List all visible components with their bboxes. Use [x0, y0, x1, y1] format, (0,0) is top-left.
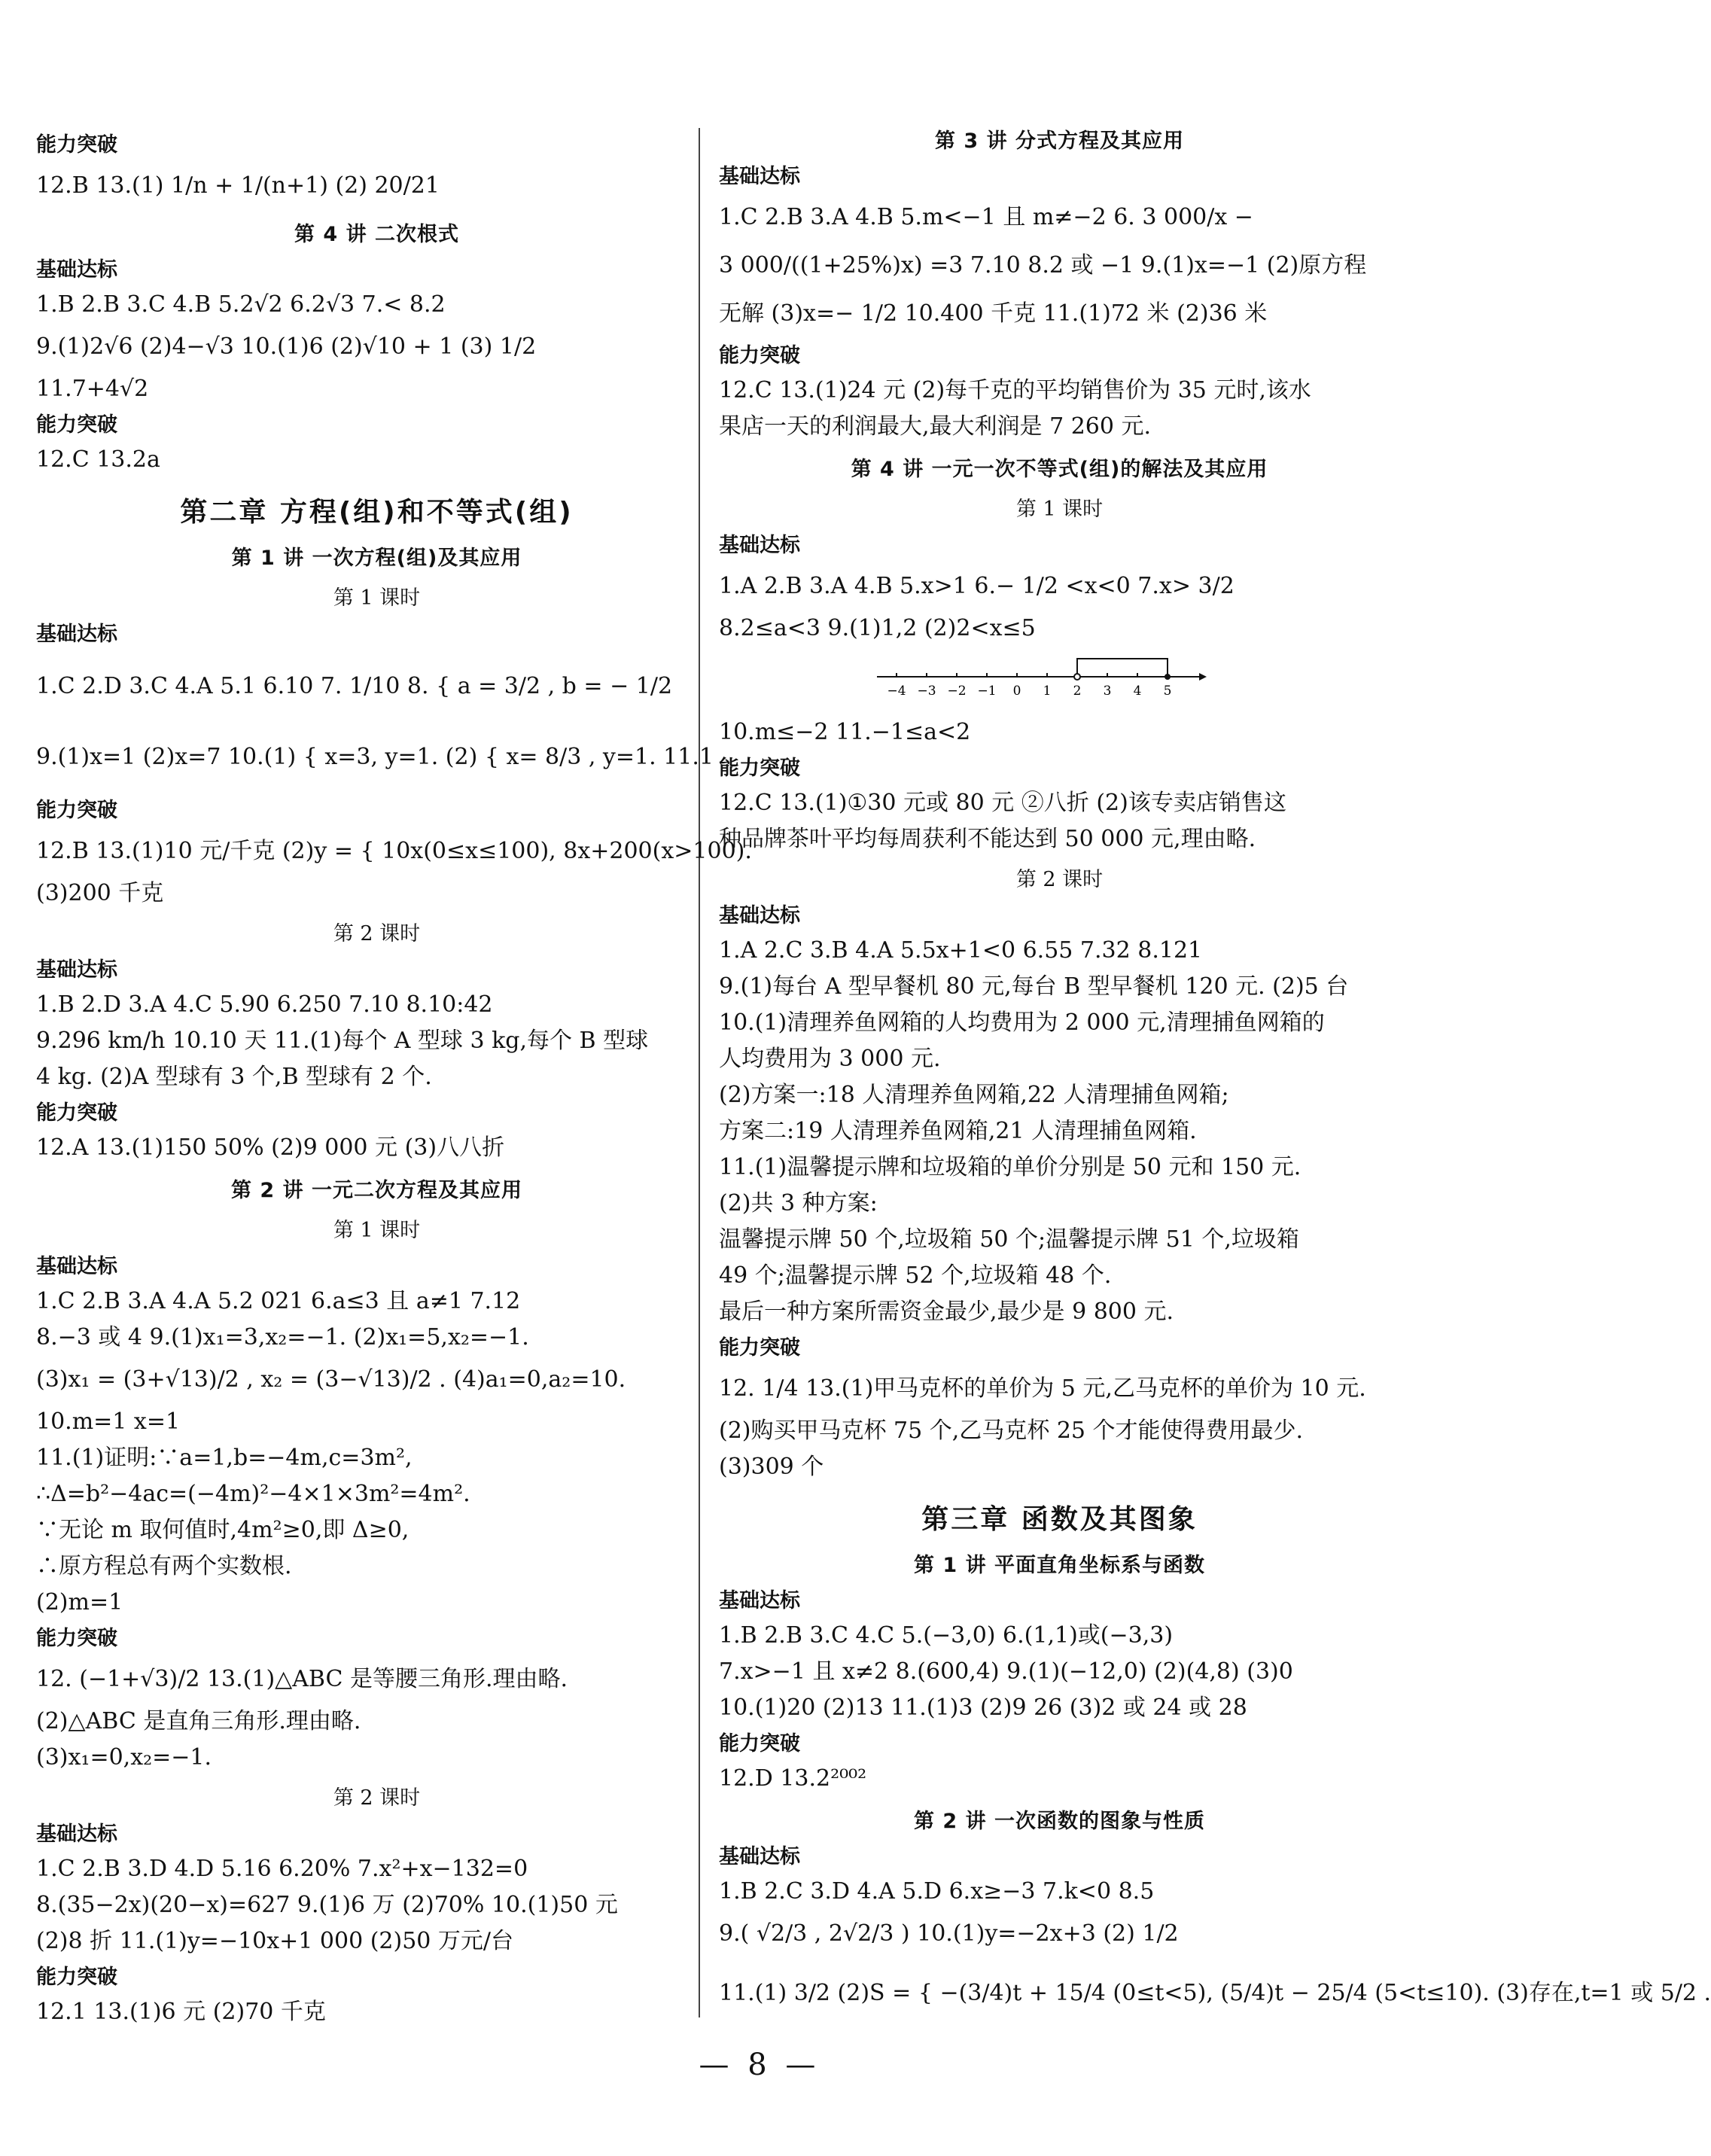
page-number: — 8 — [699, 2048, 820, 2082]
answer-line: 8.2≤a<3 9.(1)1,2 (2)2<x≤5 [719, 615, 1036, 641]
number-line-tick-label: −3 [917, 684, 936, 699]
answer-line: 9.296 km/h 10.10 天 11.(1)每个 A 型球 3 kg,每个 B 型球 [36, 1028, 649, 1054]
answer-line: 12. 1/4 13.(1)甲马克杯的单价为 5 元,乙马克杯的单价为 10 元. [719, 1375, 1366, 1402]
class-period: 第 2 课时 [333, 922, 421, 946]
number-line-tick-label: 3 [1103, 684, 1112, 699]
section-heading: 能力突破 [36, 1966, 117, 1989]
answer-line: 1.A 2.B 3.A 4.B 5.x>1 6.− 1/2 <x<0 7.x> 3/2 [719, 573, 1235, 599]
answer-line: 12.A 13.(1)150 50% (2)9 000 元 (3)八八折 [36, 1134, 505, 1161]
answer-line: 方案二:19 人清理养鱼网箱,21 人清理捕鱼网箱. [719, 1118, 1197, 1144]
answer-line: 11.(1)证明:∵a=1,b=−4m,c=3m², [36, 1445, 413, 1471]
answer-line: (2)方案一:18 人清理养鱼网箱,22 人清理捕鱼网箱; [719, 1082, 1229, 1108]
number-line-tick-label: 2 [1073, 684, 1082, 699]
answer-line: (3)200 千克 [36, 880, 164, 906]
answer-line: 3 000/((1+25%)x) =3 7.10 8.2 或 −1 9.(1)x=−1 (2)原方程 [719, 252, 1367, 279]
section-heading: 基础达标 [36, 258, 117, 282]
answer-line: 12.B 13.(1) 1/n + 1/(n+1) (2) 20/21 [36, 172, 440, 199]
class-period: 第 2 课时 [1015, 868, 1104, 891]
lecture-title: 第 1 讲 一次方程(组)及其应用 [231, 547, 522, 570]
section-heading: 能力突破 [719, 1732, 800, 1756]
section-heading: 基础达标 [719, 1589, 800, 1612]
section-heading: 能力突破 [36, 1101, 117, 1125]
number-line-tick-label: 5 [1163, 684, 1172, 699]
answer-line: 1.B 2.C 3.D 4.A 5.D 6.x≥−3 7.k<0 8.5 [719, 1878, 1155, 1905]
section-heading: 基础达标 [36, 623, 117, 646]
number-line-arrow [1199, 673, 1207, 681]
answer-line: (2)购买甲马克杯 75 个,乙马克杯 25 个才能使得费用最少. [719, 1418, 1304, 1444]
section-heading: 能力突破 [36, 1627, 117, 1650]
answer-line: 11.7+4√2 [36, 376, 149, 402]
number-line-tick-label: 1 [1043, 684, 1052, 699]
lecture-title: 第 2 讲 一次函数的图象与性质 [914, 1810, 1205, 1833]
answer-line: (2)共 3 种方案: [719, 1190, 878, 1217]
answer-line: 10.(1)清理养鱼网箱的人均费用为 2 000 元,清理捕鱼网箱的 [719, 1009, 1325, 1036]
right-column [719, 124, 1711, 2032]
answer-line: (2)m=1 [36, 1589, 123, 1615]
answer-line: 果店一天的利润最大,最大利润是 7 260 元. [719, 413, 1152, 440]
section-heading: 能力突破 [36, 413, 117, 437]
answer-line: 最后一种方案所需资金最少,最少是 9 800 元. [719, 1299, 1174, 1325]
answer-line: 10.m=1 x=1 [36, 1408, 181, 1435]
lecture-title: 第 4 讲 一元一次不等式(组)的解法及其应用 [851, 458, 1268, 481]
number-line-tick-label: −1 [977, 684, 997, 699]
answer-line: (3)309 个 [719, 1454, 824, 1480]
answer-line: 1.C 2.B 3.D 4.D 5.16 6.20% 7.x²+x−132=0 [36, 1856, 528, 1882]
answer-line: 无解 (3)x=− 1/2 10.400 千克 11.(1)72 米 (2)36 米 [719, 300, 1268, 327]
answer-line: 10.(1)20 (2)13 11.(1)3 (2)9 26 (3)2 或 24 或 28 [719, 1695, 1247, 1721]
class-period: 第 1 课时 [1015, 498, 1104, 521]
answer-line: 9.(1)每台 A 型早餐机 80 元,每台 B 型早餐机 120 元. (2)5 台 [719, 973, 1349, 1000]
answer-line: ∴原方程总有两个实数根. [36, 1553, 292, 1579]
chapter-title: 第二章 方程(组)和不等式(组) [180, 497, 574, 528]
section-heading: 基础达标 [719, 534, 800, 557]
answer-line: 7.x>−1 且 x≠2 8.(600,4) 9.(1)(−12,0) (2)(4,8) (3)0 [719, 1658, 1293, 1685]
answer-line: ∴Δ=b²−4ac=(−4m)²−4×1×3m²=4m². [36, 1481, 470, 1507]
answer-line: 1.C 2.B 3.A 4.B 5.m<−1 且 m≠−2 6. 3 000/x − [719, 204, 1253, 230]
answer-line: 1.A 2.C 3.B 4.A 5.5x+1<0 6.55 7.32 8.121 [719, 937, 1203, 964]
section-heading: 基础达标 [36, 958, 117, 982]
answer-line: 9.(1)2√6 (2)4−√3 10.(1)6 (2)√10 + 1 (3) 1/2 [36, 333, 537, 360]
answer-line: 1.B 2.B 3.C 4.B 5.2√2 6.2√3 7.< 8.2 [36, 291, 446, 318]
answer-line: 1.C 2.B 3.A 4.A 5.2 021 6.a≤3 且 a≠1 7.12 [36, 1288, 521, 1314]
section-heading: 能力突破 [719, 757, 800, 780]
answer-line: 12.C 13.(1)24 元 (2)每千克的平均销售价为 35 元时,该水 [719, 377, 1311, 403]
answer-line: 8.(35−2x)(20−x)=627 9.(1)6 万 (2)70% 10.(1)50 元 [36, 1892, 618, 1918]
answer-line: 人均费用为 3 000 元. [719, 1046, 941, 1072]
number-line-tick-label: −2 [947, 684, 967, 699]
answer-line: 10.m≤−2 11.−1≤a<2 [719, 719, 971, 745]
answer-line: 12.1 13.(1)6 元 (2)70 千克 [36, 1999, 326, 2025]
closed-endpoint [1165, 674, 1171, 680]
open-endpoint [1074, 674, 1080, 680]
answer-line: 9.( √2/3 , 2√2/3 ) 10.(1)y=−2x+3 (2) 1/2 [719, 1920, 1179, 1947]
answer-line: 12.B 13.(1)10 元/千克 (2)y = { 10x(0≤x≤100), 8x+200(x>100). [36, 838, 752, 864]
answer-line: (2)8 折 11.(1)y=−10x+1 000 (2)50 万元/台 [36, 1928, 514, 1954]
left-column [36, 124, 752, 2033]
answer-line: 12. (−1+√3)/2 13.(1)△ABC 是等腰三角形.理由略. [36, 1666, 568, 1692]
answer-line: 温馨提示牌 50 个,垃圾箱 50 个;温馨提示牌 51 个,垃圾箱 [719, 1226, 1299, 1253]
class-period: 第 1 课时 [333, 586, 421, 610]
section-heading: 基础达标 [719, 1845, 800, 1868]
number-line-tick-label: −4 [887, 684, 906, 699]
class-period: 第 1 课时 [333, 1219, 421, 1242]
section-heading: 基础达标 [36, 1823, 117, 1846]
answer-line: (2)△ABC 是直角三角形.理由略. [36, 1708, 361, 1734]
answer-line: 1.C 2.D 3.C 4.A 5.1 6.10 7. 1/10 8. { a = 3/2 , b = − 1/2 [36, 673, 673, 699]
section-heading: 基础达标 [36, 1255, 117, 1278]
chapter-title: 第三章 函数及其图象 [921, 1504, 1198, 1535]
answer-line: 12.C 13.(1)①30 元或 80 元 ②八折 (2)该专卖店销售这 [719, 790, 1286, 816]
section-heading: 能力突破 [719, 344, 800, 367]
answer-line: 9.(1)x=1 (2)x=7 10.(1) { x=3, y=1. (2) { x= 8/3 , y=1. 11.1 [36, 744, 714, 770]
section-heading: 基础达标 [719, 165, 800, 188]
answer-line: 1.B 2.D 3.A 4.C 5.90 6.250 7.10 8.10:42 [36, 991, 493, 1018]
answer-line: 11.(1)温馨提示牌和垃圾箱的单价分别是 50 元和 150 元. [719, 1154, 1302, 1180]
answer-line: 种品牌茶叶平均每周获利不能达到 50 000 元,理由略. [719, 826, 1256, 852]
answer-line: 49 个;温馨提示牌 52 个,垃圾箱 48 个. [719, 1262, 1112, 1289]
answer-line: 1.B 2.B 3.C 4.C 5.(−3,0) 6.(1,1)或(−3,3) [719, 1622, 1174, 1649]
class-period: 第 2 课时 [333, 1786, 421, 1810]
answer-line: 12.D 13.2²⁰⁰² [719, 1765, 867, 1792]
answer-line: ∵无论 m 取何值时,4m²≥0,即 Δ≥0, [36, 1517, 409, 1543]
answer-line: (3)x₁ = (3+√13)/2 , x₂ = (3−√13)/2 . (4)a₁=0,a₂=10. [36, 1366, 626, 1393]
number-line-diagram [877, 654, 1208, 701]
solution-bracket [1077, 659, 1168, 677]
number-line-tick-label: 0 [1012, 684, 1021, 699]
section-heading: 基础达标 [719, 904, 800, 927]
answer-line: 4 kg. (2)A 型球有 3 个,B 型球有 2 个. [36, 1064, 432, 1090]
lecture-title: 第 1 讲 平面直角坐标系与函数 [914, 1554, 1205, 1577]
section-heading: 能力突破 [719, 1336, 800, 1360]
lecture-title: 第 3 讲 分式方程及其应用 [935, 129, 1184, 153]
section-heading: 能力突破 [36, 133, 117, 157]
answer-line: (3)x₁=0,x₂=−1. [36, 1744, 212, 1771]
answer-line: 11.(1) 3/2 (2)S = { −(3/4)t + 15/4 (0≤t<5), (5/4)t − 25/4 (5<t≤10). (3)存在,t=1 或 5/2 . [719, 1980, 1711, 2006]
lecture-title: 第 4 讲 二次根式 [294, 223, 459, 246]
answer-line: 8.−3 或 4 9.(1)x₁=3,x₂=−1. (2)x₁=5,x₂=−1. [36, 1324, 529, 1351]
number-line-tick-label: 4 [1133, 684, 1142, 699]
lecture-title: 第 2 讲 一元二次方程及其应用 [231, 1179, 522, 1202]
section-heading: 能力突破 [36, 799, 117, 822]
answer-line: 12.C 13.2a [36, 446, 160, 473]
